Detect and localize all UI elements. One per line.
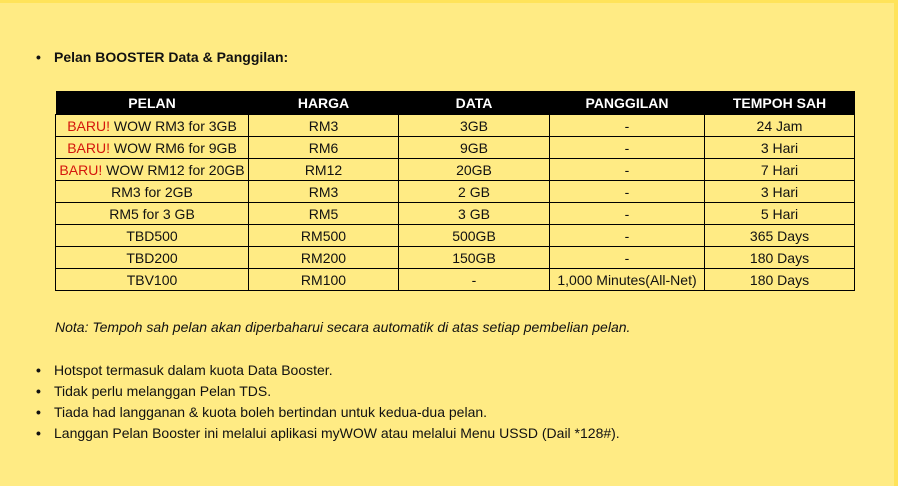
plan-name: RM3 for 2GB: [111, 183, 193, 200]
content-panel: [0, 3, 894, 486]
cell-validity: 3 Hari: [705, 137, 855, 159]
table-header: [56, 91, 855, 115]
cell-data: 150GB: [399, 247, 550, 269]
new-badge: BARU!: [59, 161, 103, 178]
list-item: • Hotspot termasuk dalam kuota Data Booster.: [36, 362, 620, 383]
cell-data: 3GB: [399, 115, 550, 137]
cell-validity: 365 Days: [705, 225, 855, 247]
plan-name: TBD500: [126, 227, 178, 244]
new-badge: BARU!: [67, 117, 110, 134]
cell-plan: [56, 137, 249, 159]
cell-plan: [56, 181, 249, 203]
table-row: [56, 225, 855, 247]
cell-calls: -: [550, 225, 705, 247]
table-row: [56, 269, 855, 291]
cell-data: 20GB: [399, 159, 550, 181]
cell-calls: -: [550, 247, 705, 269]
cell-price: RM200: [249, 247, 399, 269]
cell-data: 9GB: [399, 137, 550, 159]
table-row: [56, 181, 855, 203]
cell-data: 500GB: [399, 225, 550, 247]
list-item: • Tidak perlu melanggan Pelan TDS.: [36, 383, 620, 404]
cell-plan: [56, 115, 249, 137]
cell-price: RM500: [249, 225, 399, 247]
cell-price: RM6: [249, 137, 399, 159]
table-row: [56, 137, 855, 159]
cell-calls: 1,000 Minutes(All-Net): [550, 269, 705, 291]
cell-calls: -: [550, 181, 705, 203]
table-row: [56, 203, 855, 225]
note-text: Nota: Tempoh sah pelan akan diperbaharui secara automatik di atas setiap pembelian pelan.: [55, 319, 631, 335]
cell-data: -: [399, 269, 550, 291]
cell-validity: 180 Days: [705, 247, 855, 269]
cell-plan: [56, 247, 249, 269]
plan-name: WOW RM3 for 3GB: [113, 117, 237, 134]
cell-validity: 5 Hari: [705, 203, 855, 225]
col-pelan: PELAN: [56, 91, 249, 115]
plan-name: WOW RM12 for 20GB: [106, 161, 245, 178]
cell-data: 2 GB: [399, 181, 550, 203]
cell-calls: -: [550, 137, 705, 159]
cell-validity: 3 Hari: [705, 181, 855, 203]
table-row: [56, 159, 855, 181]
section-heading: • Pelan BOOSTER Data & Panggilan:: [36, 49, 288, 65]
cell-plan: [56, 159, 249, 181]
cell-validity: 180 Days: [705, 269, 855, 291]
cell-data: 3 GB: [399, 203, 550, 225]
plan-name: WOW RM6 for 9GB: [113, 139, 237, 156]
plan-name: RM5 for 3 GB: [109, 205, 195, 222]
plan-name: TBV100: [126, 271, 178, 288]
col-tempoh: TEMPOH SAH: [705, 91, 855, 115]
new-badge: BARU!: [67, 139, 110, 156]
cell-price: RM12: [249, 159, 399, 181]
cell-price: RM3: [249, 181, 399, 203]
cell-plan: [56, 269, 249, 291]
col-data: DATA: [399, 91, 550, 115]
cell-validity: 24 Jam: [705, 115, 855, 137]
cell-price: RM100: [249, 269, 399, 291]
info-list: [36, 362, 620, 446]
col-panggilan: PANGGILAN: [550, 91, 705, 115]
booster-plans-table: [55, 91, 855, 291]
cell-validity: 7 Hari: [705, 159, 855, 181]
cell-plan: [56, 203, 249, 225]
cell-plan: [56, 225, 249, 247]
list-item: • Tiada had langganan & kuota boleh bertindan untuk kedua-dua pelan.: [36, 404, 620, 425]
cell-price: RM3: [249, 115, 399, 137]
col-harga: HARGA: [249, 91, 399, 115]
cell-price: RM5: [249, 203, 399, 225]
cell-calls: -: [550, 159, 705, 181]
list-item: • Langgan Pelan Booster ini melalui aplikasi myWOW atau melalui Menu USSD (Dail *128#).: [36, 425, 620, 446]
cell-calls: -: [550, 115, 705, 137]
plan-name: TBD200: [126, 249, 178, 266]
cell-calls: -: [550, 203, 705, 225]
table-row: [56, 247, 855, 269]
table-row: [56, 115, 855, 137]
